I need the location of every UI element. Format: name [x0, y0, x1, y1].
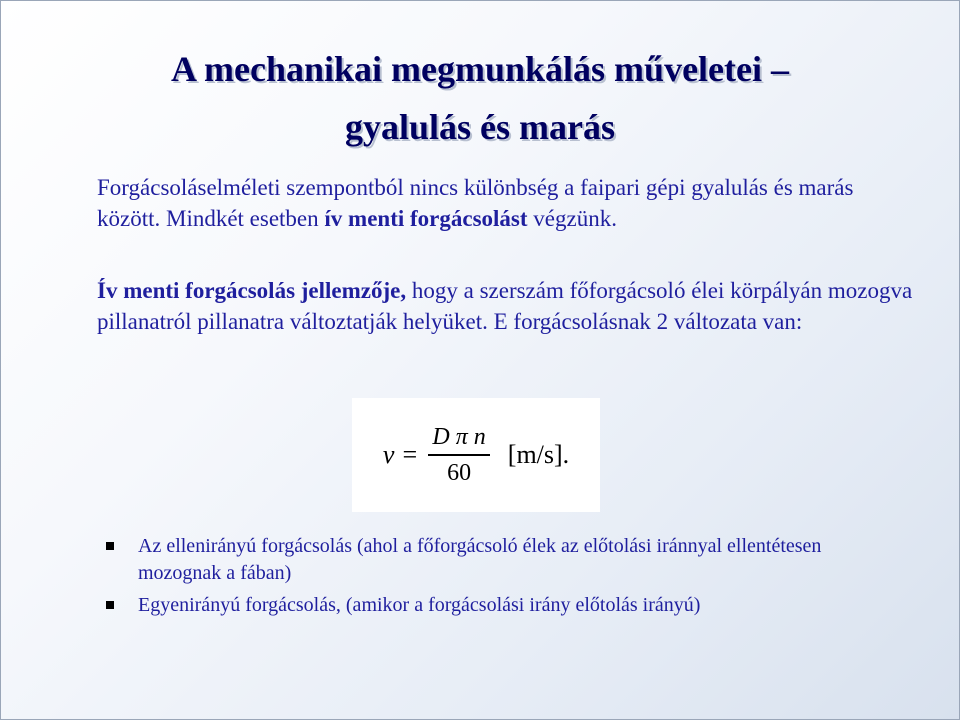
definition-bold-term: Ív menti forgácsolás jellemzője, — [97, 278, 407, 303]
intro-text-2: végzünk. — [527, 206, 617, 231]
intro-text-1: Forgácsoláselméleti szempontból nincs különbség a faipari gépi gyalulás és marás között. Mindkét esetben — [97, 175, 854, 231]
title-line-1: A mechanikai megmunkálás műveletei – — [171, 49, 789, 89]
formula-numerator: D π n — [428, 422, 489, 456]
slide-title — [40, 40, 920, 156]
title-line-2: gyalulás és marás — [345, 107, 615, 147]
formula-fraction — [428, 422, 489, 488]
intro-paragraph — [97, 172, 917, 234]
formula-lhs: v = — [382, 440, 419, 469]
list-item-text: Az ellenirányú forgácsolás (ahol a főforgácsoló élek az előtolási iránnyal ellentétesen mozognak a fában) — [138, 535, 822, 584]
definition-paragraph — [97, 275, 917, 337]
list-item — [106, 533, 906, 587]
intro-bold-term: ív menti forgácsolást — [324, 206, 528, 231]
definition-text: hogy a szerszám főforgácsoló élei körpályán mozogva pillanatról pillanatra változtatják helyüket. E forgácsolásnak 2 változata van: — [97, 278, 913, 334]
square-bullet-icon — [106, 601, 114, 609]
square-bullet-icon — [106, 542, 114, 550]
list-item-text: Egyenirányú forgácsolás, (amikor a forgácsolási irány előtolás irányú) — [138, 594, 701, 616]
list-item — [106, 592, 906, 619]
formula-image — [352, 398, 600, 512]
formula-unit: [m/s]. — [507, 440, 570, 469]
formula-denominator: 60 — [447, 460, 472, 486]
bullet-list — [106, 533, 906, 624]
